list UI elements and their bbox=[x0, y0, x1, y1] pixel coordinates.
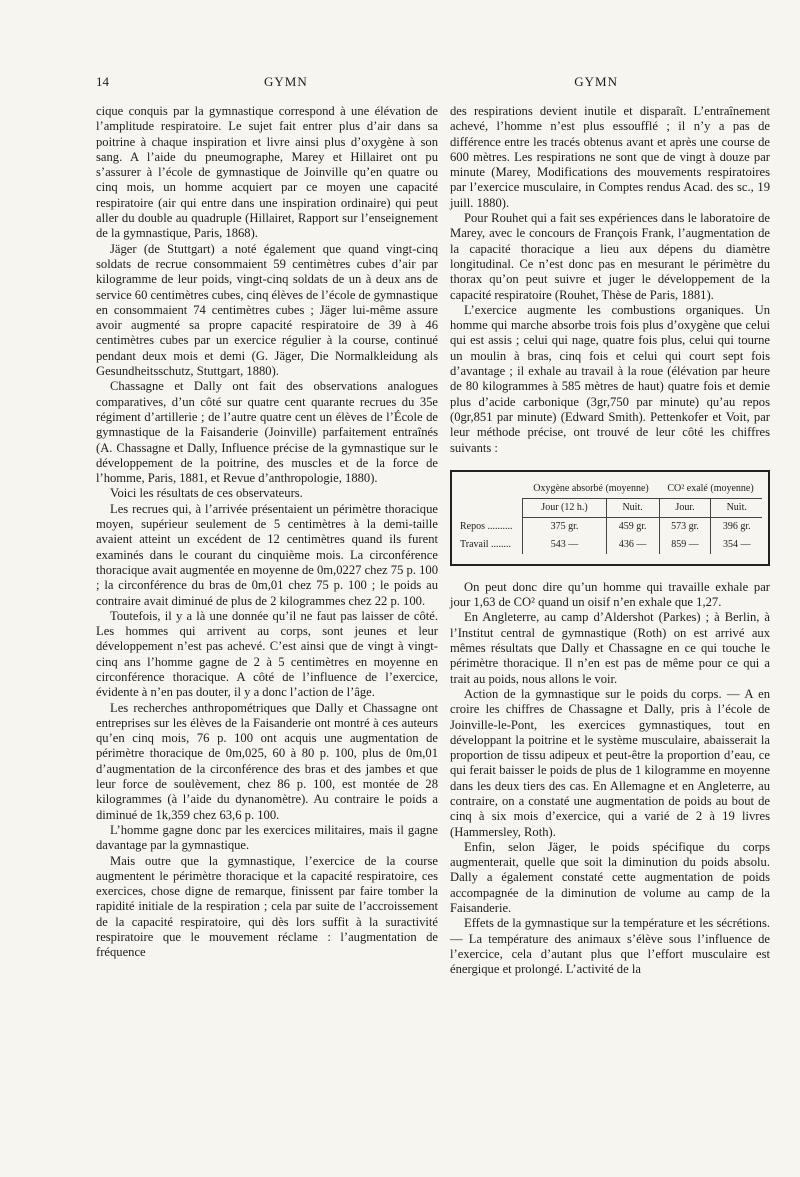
page-number: 14 bbox=[96, 74, 109, 89]
paragraph: Mais outre que la gymnastique, l’exercice de la course augmentent le périmètre thoracique et la capacité respiratoire, ces exercices, chose digne de remarque, finissent par faire tomber la rapidité initiale de la respiration ; cela par suite de l’accroissement de la capacité respiratoire, qui dès lors suffit à la suractivité respiratoire que le mouvement réclame : l’augmentation de fréquence bbox=[96, 853, 438, 960]
paragraph: Action de la gymnastique sur le poids du corps. — A en croire les chiffres de Chassagne et Dally, pris à l’école de Joinville-le-Pont, les exercices gymnastiques, tout en développant la poitrine et le système musculaire, abaisserait la proportion de tissu adipeux et peut-être la proportion d’eau, ce qui ferait baisser le poids de plus de 1 kilogramme en moyenne dans les deux tiers des cas. En Allemagne et en Angleterre, au contraire, on a constaté une augmentation de poids au bout de cinq à six mois d’exercice, qui a varié de 2 à 19 livres (Hammersley, Roth). bbox=[450, 686, 770, 839]
table-cell: 573 gr. bbox=[659, 517, 711, 536]
paragraph: L’exercice augmente les combustions organiques. Un homme qui marche absorbe trois fois plus d’oxygène que celui qui est assis ; celui qui nage, quatre fois plus, celui qui tourne un moulin à bras, cinq fois et celui qui court sept fois d’avantage ; il exhale au travail à la roue (élévation par heure de 80 kilogrammes à 585 mètres de haut) quatre fois et demie plus d’acide carbonique (3gr,750 par minute) qu’au repos (0gr,851 par minute) (Edward Smith). Pettenkofer et Voit, par leur méthode précise, ont trouvé de leur côté les chiffres suivants : bbox=[450, 302, 770, 455]
table-corner bbox=[458, 498, 523, 517]
table-column-header: Jour. bbox=[659, 498, 711, 517]
table-cell: 375 gr. bbox=[523, 517, 606, 536]
table-cell: 354 — bbox=[711, 536, 762, 554]
paragraph: Les recherches anthropométriques que Dally et Chassagne ont entreprises sur les élèves de la Faisanderie ont montré à ces auteurs qu’en cinq mois, 76 p. 100 ont acquis une augmentation de périmètre thoracique de 0m,025, 60 à 80 p. 100, plus de 0m,01 d’augmentation de la circonférence des bras et des jambes et que leur force de soulèvement, chez 86 p. 100, est montée de 28 kilogrammes (à l’aide du dynanomètre). Au contraire le poids a diminué de 1k,359 chez 63,6 p. 100. bbox=[96, 700, 438, 822]
table-group-header-oxygen: Oxygène absorbé (moyenne) bbox=[523, 480, 659, 499]
header-left-title: GYMN bbox=[264, 74, 308, 89]
table-row-label: Repos .......... bbox=[460, 520, 513, 532]
running-header bbox=[96, 74, 760, 94]
header-right-title: GYMN bbox=[574, 74, 618, 89]
table-cell: 459 gr. bbox=[606, 517, 659, 536]
paragraph: des respirations devient inutile et disparaît. L’entraînement achevé, l’homme n’est plus essoufflé ; il n’y a pas de différence entre les tracés obtenus avant et après une course de 600 mètres. Les respirations ne sont que de vingt à douze par minute (Marey, Modifications des mouvements respiratoires par l’exercice musculaire, in Comptes rendus Acad. des sc., 19 juill. 1880). bbox=[450, 104, 770, 210]
table-cell: 396 gr. bbox=[711, 517, 762, 536]
table-row-label: Travail ........ bbox=[460, 538, 512, 550]
left-column bbox=[96, 104, 438, 961]
table-cell: 859 — bbox=[659, 536, 711, 554]
paragraph: En Angleterre, au camp d’Aldershot (Parkes) ; à Berlin, à l’Institut central de gymnastique (Roth) on est arrivé aux mêmes résultats que Dally et Chassagne en ce qui touche le périmètre thoracique. Il n’en est pas de même pour ce qui a trait au poids, nous allons le voir. bbox=[450, 610, 770, 686]
paragraph: Effets de la gymnastique sur la température et les sécrétions. — La température des animaux s’élève sous l’influence de l’exercice, cela d’autant plus que l’effort musculaire est énergique et prolongé. L’activité de la bbox=[450, 916, 770, 977]
results-table-frame bbox=[450, 470, 770, 566]
results-table bbox=[458, 480, 762, 554]
table-column-header: Jour (12 h.) bbox=[523, 498, 606, 517]
paragraph: Voici les résultats de ces observateurs. bbox=[110, 486, 303, 501]
table-group-header-co2: CO² exalé (moyenne) bbox=[659, 480, 762, 499]
table-corner bbox=[458, 480, 523, 499]
table-column-header: Nuit. bbox=[606, 498, 659, 517]
table-row bbox=[458, 517, 762, 536]
table-column-header: Nuit. bbox=[711, 498, 762, 517]
paragraph: Jäger (de Stuttgart) a noté également que quand vingt-cinq soldats de recrue consommaient 59 centimètres cubes d’air par kilogramme de leur poids, vingt-cinq soldats de un à deux ans de service 60 centimètres cubes, cinq élèves de l’école de gymnastique en consommaient 74 centimètres cubes ; Jäger lui-même assure avoir augmenté sa propre capacité respiratoire de 39 à 46 centimètres cubes par un exercice régulier à la course, continué pendant deux mois et demi (G. Jäger, Die Normalkleidung als Gesundheitsschutz, Stuttgart, 1880). bbox=[96, 241, 438, 379]
paragraph: Chassagne et Dally ont fait des observations analogues comparatives, d’un côté sur quatre cent quarante recrues du 35e régiment d’artillerie ; de l’autre quatre cent un élèves de l’École de gymnastique de la Faisanderie (Joinville) parfaitement entraînés (A. Chassagne et Dally, Influence précise de la gymnastique sur le développement de la poitrine, des muscles et de la force de l’homme, Paris, 1881, et Revue d’anthropologie, 1880). bbox=[96, 379, 438, 486]
paragraph: On peut donc dire qu’un homme qui travaille exhale par jour 1,63 de CO² quand un oisif n’en exhale que 1,27. bbox=[450, 579, 770, 610]
paragraph: Toutefois, il y a là une donnée qu’il ne faut pas laisser de côté. Les hommes qui arrivent au corps, sont jeunes et leur développement n’est pas achevé. C’est ainsi que de vingt à vingt-cinq ans l’homme gagne de 2 à 5 centimètres en moyenne en circonférence thoracique. A côté de l’influence de l’exercice, évidente à n’en pas douter, il y a donc l’action de l’âge. bbox=[96, 608, 438, 700]
paragraph: L’homme gagne donc par les exercices militaires, mais il gagne davantage par la gymnastique. bbox=[96, 822, 438, 853]
paragraph: Pour Rouhet qui a fait ses expériences dans le laboratoire de Marey, avec le concours de François Frank, l’augmentation de la capacité thoracique a lieu aux dépens du diamètre longitudinal. Ce n’est donc pas en mesurant le périmètre du thorax qu’on peut suivre et juger le développement de la capacité respiratoire (Rouhet, Thèse de Paris, 1881). bbox=[450, 211, 770, 302]
paragraph: Les recrues qui, à l’arrivée présentaient un périmètre thoracique moyen, supérieur seulement de 5 centimètres à la demi-taille avaient atteint un excédent de 12 centimètres quand ils furent examinés dans le courant du cinquième mois. La circonférence thoracique avait augmentée en moyenne de 0m,0227 chez 75 p. 100 ; la circonférence du bras de 0m,01 chez 75 p. 100 ; le poids au contraire avait diminué de plus de 2 kilogrammes chez 22 p. 100. bbox=[96, 501, 439, 608]
paragraph: Enfin, selon Jäger, le poids spécifique du corps augmenterait, quelle que soit la diminution du poids absolu. Dally a également constaté cette augmentation de poids accompagnée de la diminution de volume au camp de la Faisanderie. bbox=[450, 839, 770, 916]
table-cell: 436 — bbox=[606, 536, 659, 554]
right-column bbox=[450, 104, 770, 978]
table-cell: 543 — bbox=[523, 536, 606, 554]
paragraph: cique conquis par la gymnastique correspond à une élévation de l’amplitude respiratoire. Le sujet fait entrer plus d’air dans sa poitrine à chaque inspiration et livre ainsi plus d’oxygène à son sang. A l’aide du pneumographe, Marey et Hillairet ont pu s’assurer à l’école de gymnastique de Joinville qu’en quatre ou cinq mois, un homme acquiert par ce moyen une capacité respiratoire (air qui entre dans une inspiration ordinaire) qui peut aller du double au quadruple (Hillairet, Rapport sur l’enseignement de la gymnastique, Paris, 1868). bbox=[96, 104, 438, 241]
table-row bbox=[458, 536, 762, 554]
